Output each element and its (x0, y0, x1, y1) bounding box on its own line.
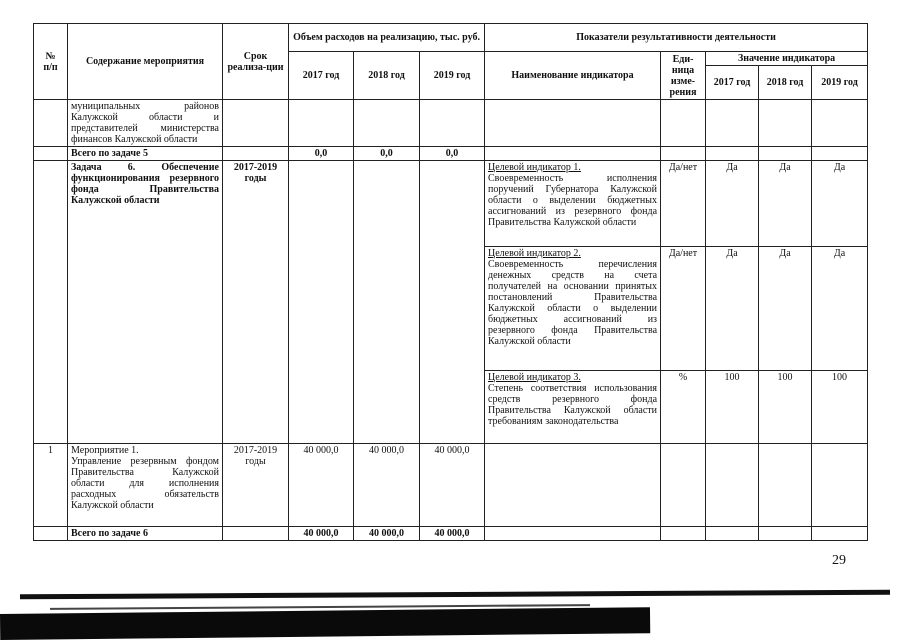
header-unit: Еди-ница изме-рения (661, 52, 706, 100)
header-indicators: Показатели результативности деятельности (485, 24, 868, 52)
indicator-1-2018: Да (759, 161, 812, 247)
indicator-2-unit: Да/нет (661, 247, 706, 371)
header-content: Содержание мероприятия (68, 24, 223, 100)
page-number: 29 (832, 553, 846, 568)
indicator-1 (485, 161, 661, 247)
task6-content: Задача 6. Обеспечение функционирования резервного фонда Правительства Калужской области (68, 161, 223, 444)
indicator-3-2018: 100 (759, 371, 812, 444)
total-task5-label: Всего по задаче 5 (68, 147, 223, 161)
header-2019: 2019 год (420, 52, 485, 100)
indicator-3-text: Степень соответствия использования средств резервного фонда Правительства Калужской области требованиям законодательства (488, 383, 658, 427)
total-task5-2018: 0,0 (354, 147, 420, 161)
scan-shadow-bar (0, 607, 650, 640)
indicator-1-2017: Да (706, 161, 759, 247)
table-row (34, 161, 868, 247)
indicator-2-title: Целевой индикатор 2. (488, 248, 581, 259)
header-2018: 2018 год (354, 52, 420, 100)
total-task5-2017: 0,0 (289, 147, 354, 161)
indicator-3 (485, 371, 661, 444)
header-indicator-name: Наименование индикатора (485, 52, 661, 100)
indicator-2-text: Своевременность перечисления денежных средств на счета получателей на основании принятых постановлений Правительства Калужской области о выделении бюджетных ассигнований из резервного фонда Правительства Калужской области (488, 259, 658, 347)
table-row (34, 147, 868, 161)
table-row (34, 527, 868, 541)
indicator-1-unit: Да/нет (661, 161, 706, 247)
header-term: Срок реализа-ции (223, 24, 289, 100)
event1-num: 1 (34, 444, 68, 527)
total-task6-2019: 40 000,0 (420, 527, 485, 541)
event1-2019: 40 000,0 (420, 444, 485, 527)
task6-term: 2017-2019 годы (223, 161, 289, 444)
event1-2017: 40 000,0 (289, 444, 354, 527)
total-task6-2018: 40 000,0 (354, 527, 420, 541)
indicator-1-title: Целевой индикатор 1. (488, 162, 581, 173)
indicator-1-text: Своевременность исполнения поручений Губернатора Калужской области о выделении бюджетных ассигнований из резервного фонда Правительства Калужской области (488, 173, 658, 228)
header-num: № п/п (34, 24, 68, 100)
indicator-1-2019: Да (812, 161, 868, 247)
indicator-2 (485, 247, 661, 371)
event1-2018: 40 000,0 (354, 444, 420, 527)
header-expenses: Объем расходов на реализацию, тыс. руб. (289, 24, 485, 52)
event1-term: 2017-2019 годы (223, 444, 289, 527)
total-task6-label: Всего по задаче 6 (68, 527, 223, 541)
program-table (33, 23, 868, 541)
indicator-3-unit: % (661, 371, 706, 444)
header-value-2018: 2018 год (759, 66, 812, 100)
indicator-3-2019: 100 (812, 371, 868, 444)
indicator-2-2018: Да (759, 247, 812, 371)
event1-content: Мероприятие 1. Управление резервным фондом Правительства Калужской области для исполнения расходных обязательств Калужской области (68, 444, 223, 527)
header-2017: 2017 год (289, 52, 354, 100)
header-indicator-value: Значение индикатора (706, 52, 868, 66)
indicator-2-2017: Да (706, 247, 759, 371)
indicator-3-title: Целевой индикатор 3. (488, 372, 581, 383)
table-row (34, 100, 868, 147)
total-task6-2017: 40 000,0 (289, 527, 354, 541)
table-row (34, 444, 868, 527)
total-task5-2019: 0,0 (420, 147, 485, 161)
continued-content: муниципальных районов Калужской области и представителей министерства финансов Калужской области (68, 100, 223, 147)
scan-border-line (20, 590, 890, 600)
header-value-2019: 2019 год (812, 66, 868, 100)
indicator-3-2017: 100 (706, 371, 759, 444)
indicator-2-2019: Да (812, 247, 868, 371)
header-value-2017: 2017 год (706, 66, 759, 100)
